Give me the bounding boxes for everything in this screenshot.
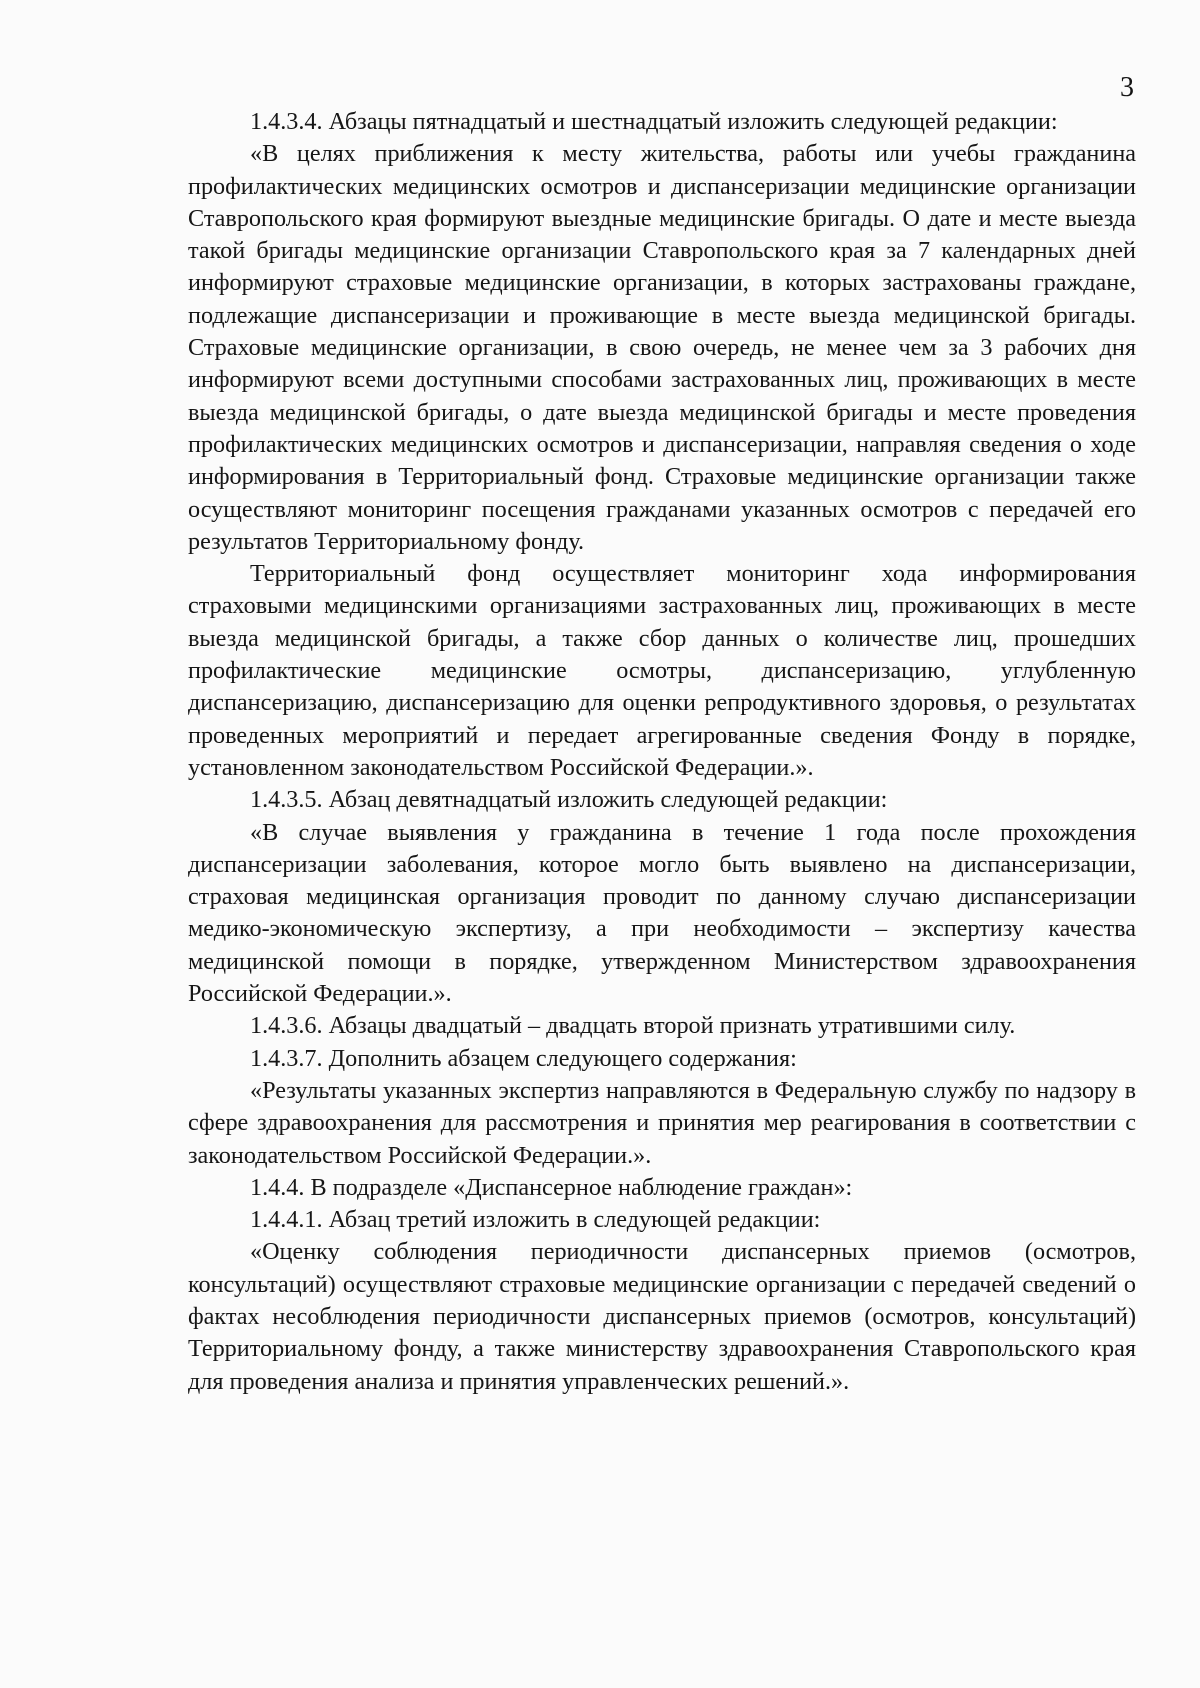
paragraph-1-4-3-7-heading: 1.4.3.7. Дополнить абзацем следующего содержания:: [250, 1044, 797, 1072]
paragraph-1-4-3-5-heading: 1.4.3.5. Абзац девятнадцатый изложить следующей редакции:: [250, 786, 888, 814]
paragraph-1-4-4-1-heading: 1.4.4.1. Абзац третий изложить в следующей редакции:: [250, 1206, 821, 1234]
paragraph-periodicity-assessment: «Оценку соблюдения периодичности диспансерных приемов (осмотров, консультаций) осуществляют страховые медицинские организации с передачей сведений о фактах несоблюдения периодичности диспансерных приемов (осмотров, консультаций) Территориальному фонду, а также министерству здравоохранения Ставропольского края для проведения анализа и принятия управленческих решений.».: [188, 1238, 1136, 1395]
paragraph-1-4-4-heading: 1.4.4. В подразделе «Диспансерное наблюдение граждан»:: [250, 1173, 853, 1201]
paragraph-1-4-3-6: 1.4.3.6. Абзацы двадцатый – двадцать второй признать утратившими силу.: [250, 1012, 1016, 1040]
document-body: [188, 106, 1136, 1398]
paragraph-mobile-teams: «В целях приближения к месту жительства, работы или учебы гражданина профилактических медицинских осмотров и диспансеризации медицинские организации Ставропольского края формируют выездные медицинские бригады. О дате и месте выезда такой бригады медицинские организации Ставропольского края за 7 календарных дней информируют страховые медицинские организации, в которых застрахованы граждане, подлежащие диспансеризации и проживающие в месте выезда медицинской бригады. Страховые медицинские организации, в свою очередь, не менее чем за 3 рабочих дня информируют всеми доступными способами застрахованных лиц, проживающих в месте выезда медицинской бригады, о дате выезда медицинской бригады и месте проведения профилактических медицинских осмотров и диспансеризации, направляя сведения о ходе информирования в Территориальный фонд. Страховые медицинские организации также осуществляют мониторинг посещения гражданами указанных осмотров с передачей его результатов Территориальному фонду.: [188, 140, 1136, 555]
paragraph-disease-detection: «В случае выявления у гражданина в течение 1 года после прохождения диспансеризации заболевания, которое могло быть выявлено на диспансеризации, страховая медицинская организация проводит по данному случаю диспансеризации медико-экономическую экспертизу, а при необходимости – экспертизу качества медицинской помощи в порядке, утвержденном Министерством здравоохранения Российской Федерации.».: [188, 818, 1136, 1008]
paragraph-1-4-3-4-heading: 1.4.3.4. Абзацы пятнадцатый и шестнадцатый изложить следующей редакции:: [250, 108, 1058, 135]
paragraph-expertise-results: «Результаты указанных экспертиз направляются в Федеральную службу по надзору в сфере здравоохранения для рассмотрения и принятия мер реагирования в соответствии с законодательством Российской Федерации.».: [188, 1076, 1136, 1169]
paragraph-territorial-fund-monitoring: Территориальный фонд осуществляет мониторинг хода информирования страховыми медицинскими организациями застрахованных лиц, проживающих в месте выезда медицинской бригады, а также сбор данных о количестве лиц, прошедших профилактические медицинские осмотры, диспансеризацию, углубленную диспансеризацию, диспансеризацию для оценки репродуктивного здоровья, о результатах проведенных мероприятий и передает агрегированные сведения Фонду в порядке, установленном законодательством Российской Федерации.».: [188, 560, 1136, 781]
page-number: 3: [1120, 72, 1134, 103]
